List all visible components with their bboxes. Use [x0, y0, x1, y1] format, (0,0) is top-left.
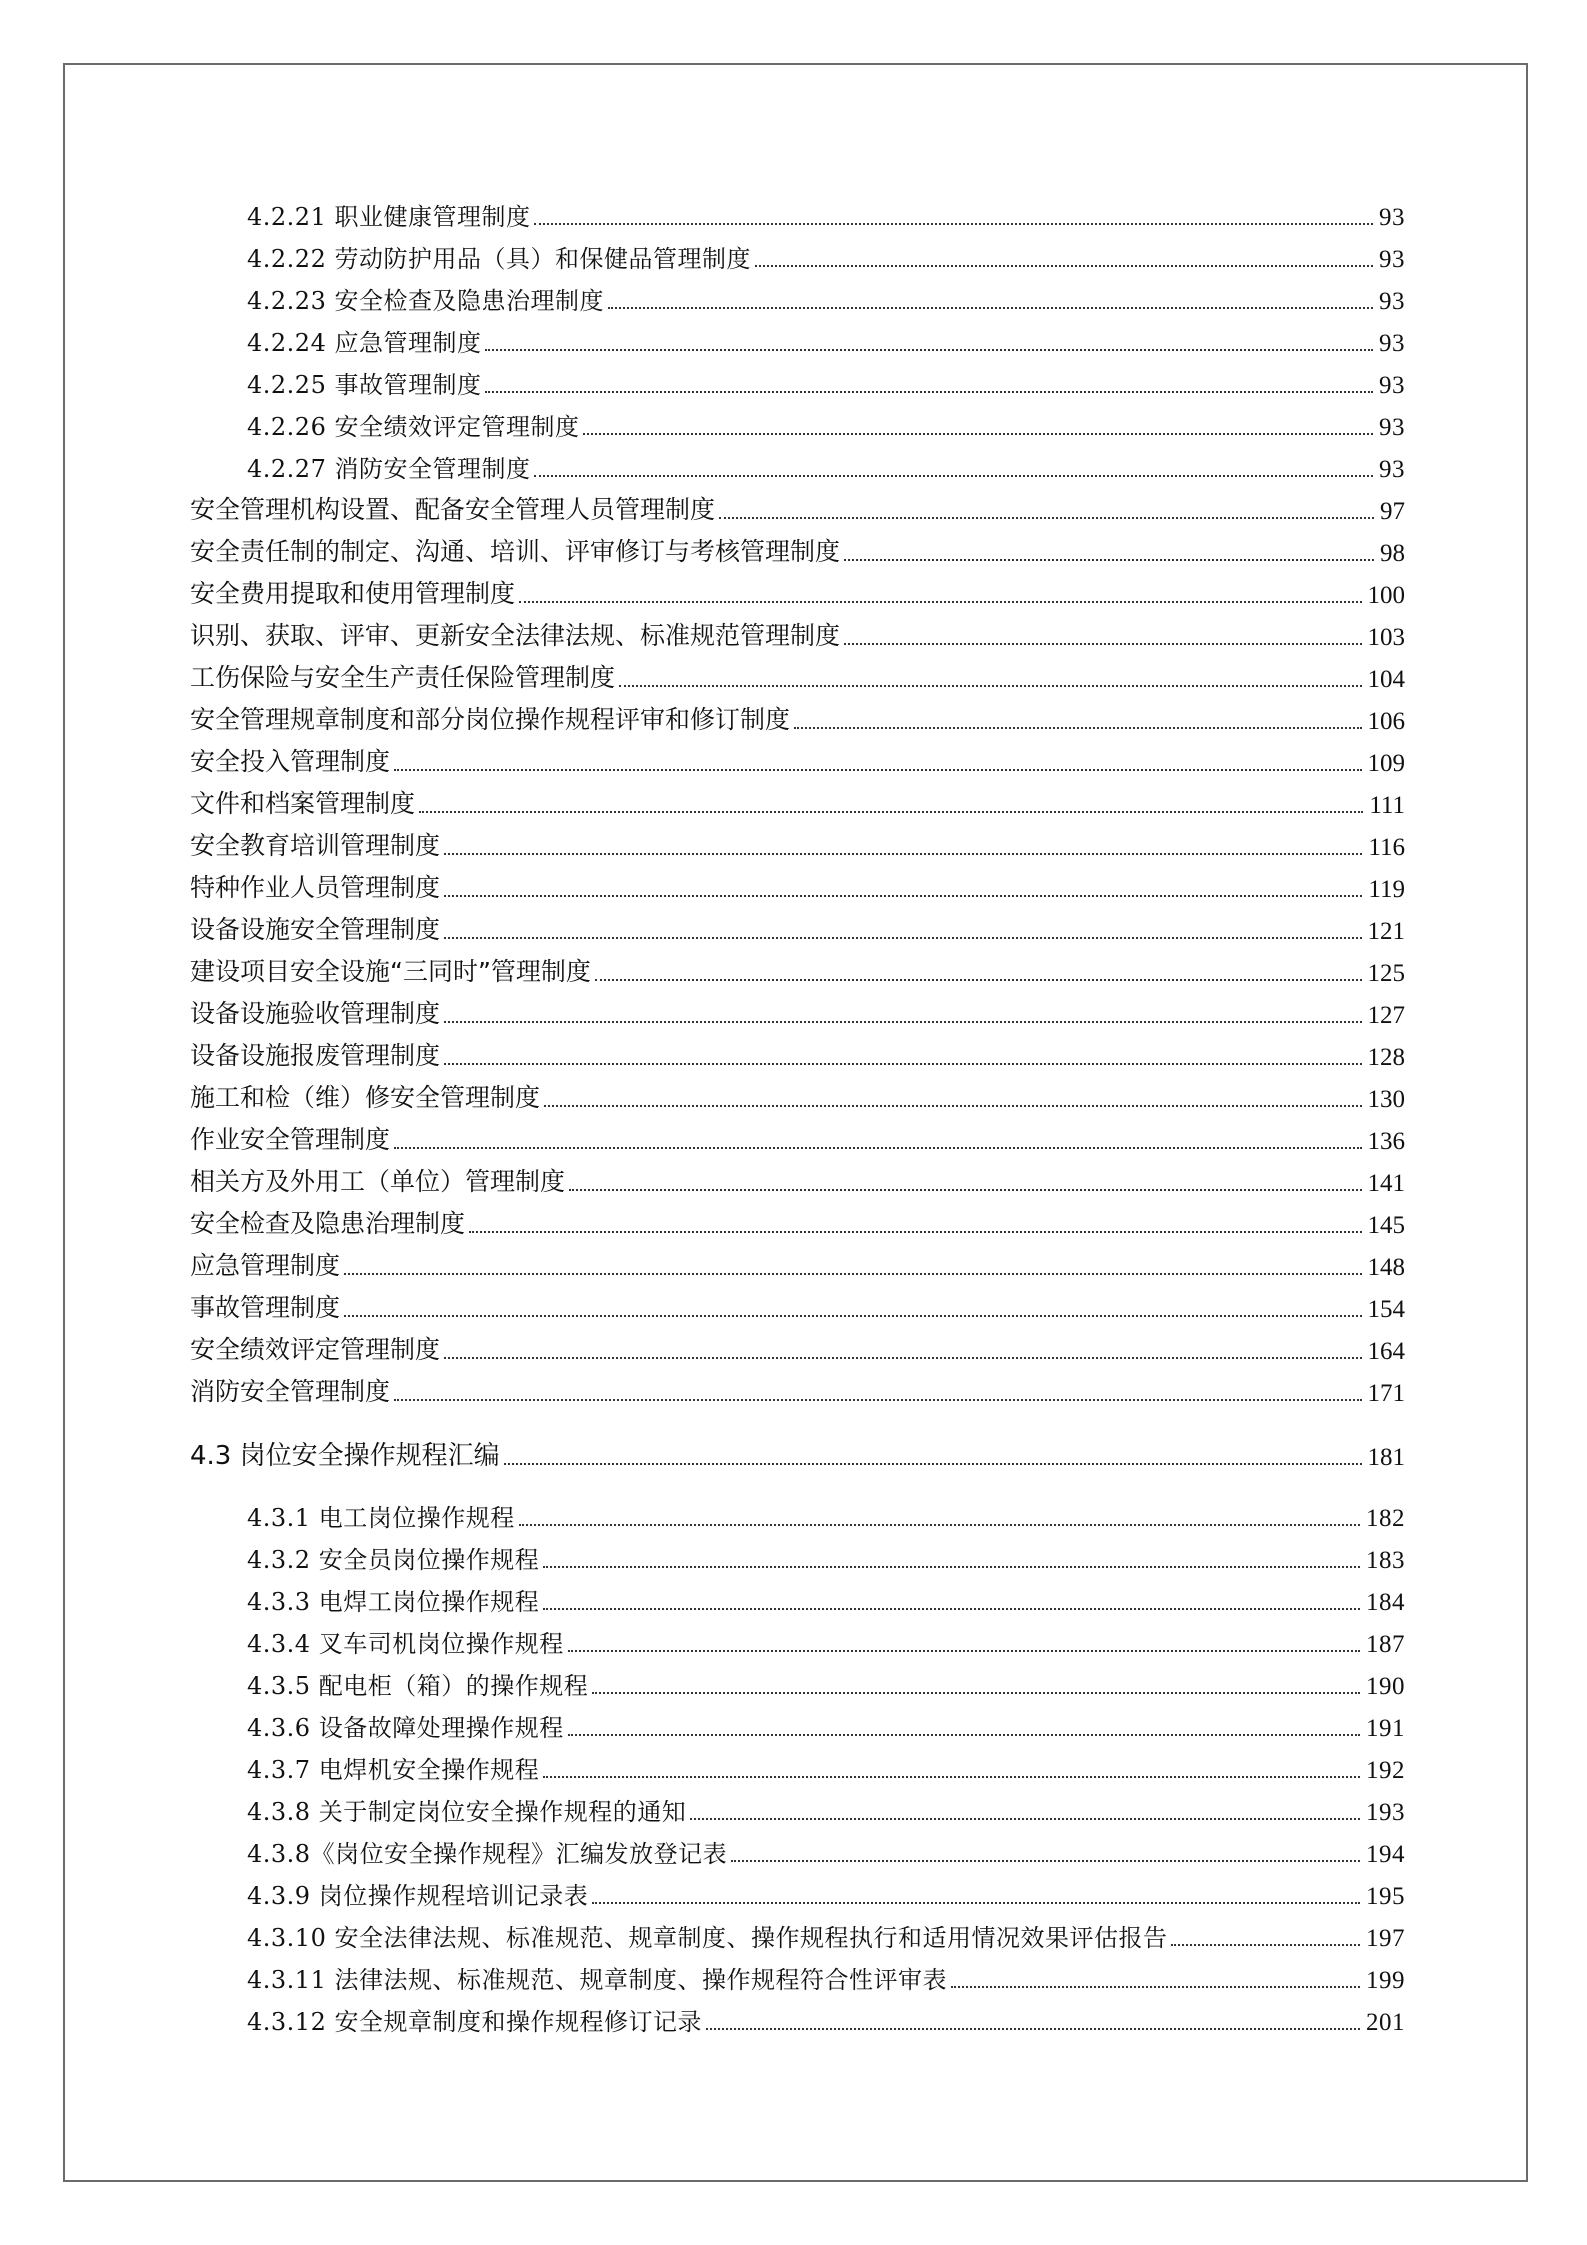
toc-entry[interactable] [247, 238, 1405, 274]
toc-entry[interactable] [190, 1372, 1405, 1408]
toc-entry-title: 设备设施报废管理制度 [190, 1041, 441, 1070]
toc-entry-title: 安全绩效评定管理制度 [190, 1335, 441, 1364]
dot-leader [592, 1691, 1360, 1694]
toc-entry-page: 201 [1366, 2009, 1405, 2036]
toc-entry[interactable] [190, 910, 1405, 946]
dot-leader [344, 1314, 1361, 1317]
toc-entry-title: 设备设施验收管理制度 [190, 999, 441, 1028]
toc-entry-page: 93 [1379, 330, 1405, 357]
toc-entry[interactable] [190, 1204, 1405, 1240]
toc-entry-title: 4.3.4 叉车司机岗位操作规程 [247, 1630, 564, 1658]
toc-entry[interactable] [247, 406, 1405, 442]
toc-entry[interactable] [247, 322, 1405, 358]
toc-entry-title: 安全教育培训管理制度 [190, 831, 441, 860]
dot-leader [595, 978, 1362, 981]
dot-leader [519, 1523, 1360, 1526]
dot-leader [794, 726, 1361, 729]
toc-entry[interactable] [190, 1162, 1405, 1198]
dot-leader [619, 684, 1361, 687]
toc-entry[interactable] [247, 1875, 1405, 1911]
toc-entry-page: 154 [1367, 1296, 1405, 1323]
toc-entry-title: 安全责任制的制定、沟通、培训、评审修订与考核管理制度 [190, 537, 841, 566]
toc-entry-title: 工伤保险与安全生产责任保险管理制度 [190, 663, 616, 692]
toc-entry[interactable] [190, 1036, 1405, 1072]
toc-entry-title: 4.2.26 安全绩效评定管理制度 [247, 413, 580, 441]
toc-entry-page: 141 [1367, 1170, 1405, 1197]
toc-entry[interactable] [190, 700, 1405, 736]
dot-leader [444, 894, 1362, 897]
toc-entry-title: 作业安全管理制度 [190, 1125, 391, 1154]
dot-leader [844, 642, 1361, 645]
dot-leader [444, 1020, 1361, 1023]
toc-entry-title: 安全费用提取和使用管理制度 [190, 579, 516, 608]
toc-entry-title: 安全管理机构设置、配备安全管理人员管理制度 [190, 495, 716, 524]
dot-leader [444, 1356, 1361, 1359]
toc-entry-page: 125 [1367, 960, 1405, 987]
toc-entry[interactable] [190, 826, 1405, 862]
toc-entry[interactable] [247, 1749, 1405, 1785]
dot-leader [534, 474, 1373, 477]
dot-leader [844, 558, 1374, 561]
toc-entry[interactable] [247, 1623, 1405, 1659]
toc-entry-page: 93 [1379, 246, 1405, 273]
dot-leader [394, 1146, 1361, 1149]
toc-entry-page: 104 [1367, 666, 1405, 693]
dot-leader [543, 1775, 1360, 1778]
dot-leader [755, 264, 1373, 267]
toc-entry-title: 4.2.23 安全检查及隐患治理制度 [247, 287, 604, 315]
toc-entry[interactable] [247, 1539, 1405, 1575]
toc-entry-page: 127 [1367, 1002, 1405, 1029]
toc-entry[interactable] [190, 1120, 1405, 1156]
toc-entry-title: 相关方及外用工（单位）管理制度 [190, 1167, 566, 1196]
toc-entry-page: 182 [1366, 1505, 1405, 1532]
toc-entry-page: 192 [1366, 1757, 1405, 1784]
toc-entry[interactable] [190, 1288, 1405, 1324]
toc-entry-page: 121 [1367, 918, 1405, 945]
toc-entry[interactable] [247, 196, 1405, 232]
toc-entry-page: 103 [1367, 624, 1405, 651]
toc-entry-title: 建设项目安全设施“三同时”管理制度 [190, 957, 591, 986]
toc-entry[interactable] [247, 1665, 1405, 1701]
dot-leader [706, 2027, 1360, 2030]
toc-entry[interactable] [190, 868, 1405, 904]
toc-entry[interactable] [247, 1497, 1405, 1533]
toc-entry-page: 93 [1379, 456, 1405, 483]
toc-entry-title: 4.2.22 劳动防护用品（具）和保健品管理制度 [247, 245, 751, 273]
toc-entry-title: 4.3.6 设备故障处理操作规程 [247, 1714, 564, 1742]
dot-leader [719, 516, 1374, 519]
toc-entry[interactable] [247, 1959, 1405, 1995]
toc-entry-page: 119 [1368, 876, 1405, 903]
toc-entry-title: 消防安全管理制度 [190, 1377, 391, 1406]
toc-entry[interactable] [247, 2001, 1405, 2037]
toc-entry-title: 4.3.12 安全规章制度和操作规程修订记录 [247, 2008, 702, 2036]
toc-entry-page: 184 [1366, 1589, 1405, 1616]
toc-entry-page: 183 [1366, 1547, 1405, 1574]
dot-leader [394, 1398, 1361, 1401]
toc-entry-page: 93 [1379, 288, 1405, 315]
toc-entry[interactable] [247, 364, 1405, 400]
toc-entry-page: 97 [1380, 498, 1405, 525]
dot-leader [1171, 1943, 1360, 1946]
dot-leader [568, 1649, 1360, 1652]
toc-entry-page: 195 [1366, 1883, 1405, 1910]
toc-entry-title: 4.3.10 安全法律法规、标准规范、规章制度、操作规程执行和适用情况效果评估报告 [247, 1924, 1168, 1952]
toc-entry-page: 164 [1367, 1338, 1405, 1365]
dot-leader [485, 348, 1373, 351]
toc-entry-page: 171 [1367, 1380, 1405, 1407]
toc-entry-page: 187 [1366, 1631, 1405, 1658]
dot-leader [608, 306, 1373, 309]
toc-entry-page: 93 [1379, 372, 1405, 399]
toc-entry[interactable] [190, 742, 1405, 778]
toc-entry[interactable] [190, 1078, 1405, 1114]
dot-leader [583, 432, 1373, 435]
dot-leader [534, 222, 1373, 225]
dot-leader [444, 936, 1361, 939]
toc-entry[interactable] [190, 490, 1405, 526]
toc-entry[interactable] [190, 532, 1405, 568]
dot-leader [419, 810, 1363, 813]
toc-entry-page: 181 [1367, 1444, 1405, 1471]
toc-entry-title: 4.3.8《岗位安全操作规程》汇编发放登记表 [247, 1840, 728, 1868]
toc-entry-page: 191 [1366, 1715, 1405, 1742]
dot-leader [444, 852, 1362, 855]
toc-entry-page: 106 [1367, 708, 1405, 735]
toc-entry[interactable] [190, 1246, 1405, 1282]
dot-leader [543, 1607, 1360, 1610]
toc-entry[interactable] [190, 574, 1405, 610]
toc-entry[interactable] [190, 952, 1405, 988]
toc-entry-page: 194 [1366, 1841, 1405, 1868]
toc-entry-page: 136 [1367, 1128, 1405, 1155]
toc-entry-title: 应急管理制度 [190, 1251, 341, 1280]
toc-entry-page: 93 [1379, 414, 1405, 441]
toc-entry-page: 190 [1366, 1673, 1405, 1700]
toc-entry-page: 93 [1379, 204, 1405, 231]
toc-entry-title: 4.2.25 事故管理制度 [247, 371, 482, 399]
toc-entry-title: 4.3.5 配电柜（箱）的操作规程 [247, 1672, 589, 1700]
toc-entry-title: 4.2.21 职业健康管理制度 [247, 203, 531, 231]
toc-section-heading[interactable] [190, 1436, 1405, 1472]
toc-entry[interactable] [190, 1330, 1405, 1366]
dot-leader [592, 1901, 1360, 1904]
toc-entry-title: 文件和档案管理制度 [190, 789, 416, 818]
toc-entry-page: 145 [1367, 1212, 1405, 1239]
toc-entry-title: 4.3.9 岗位操作规程培训记录表 [247, 1882, 589, 1910]
toc-entry-page: 98 [1380, 540, 1405, 567]
toc-entry[interactable] [190, 784, 1405, 820]
toc-entry-title: 设备设施安全管理制度 [190, 915, 441, 944]
toc-entry-title: 安全管理规章制度和部分岗位操作规程评审和修订制度 [190, 705, 791, 734]
toc-entry-page: 100 [1367, 582, 1405, 609]
dot-leader [504, 1462, 1362, 1465]
dot-leader [394, 768, 1361, 771]
dot-leader [519, 600, 1361, 603]
toc-entry[interactable] [247, 280, 1405, 316]
toc-entry[interactable] [247, 1833, 1405, 1869]
dot-leader [344, 1272, 1361, 1275]
toc-entry[interactable] [247, 1707, 1405, 1743]
dot-leader [569, 1188, 1361, 1191]
dot-leader [469, 1230, 1361, 1233]
dot-leader [690, 1817, 1360, 1820]
dot-leader [543, 1565, 1360, 1568]
toc-entry-page: 130 [1367, 1086, 1405, 1113]
toc-entry-page: 199 [1366, 1967, 1405, 1994]
toc-entry-title: 事故管理制度 [190, 1293, 341, 1322]
toc-entry[interactable] [247, 1581, 1405, 1617]
dot-leader [951, 1985, 1360, 1988]
dot-leader [444, 1062, 1361, 1065]
toc-entry-page: 109 [1367, 750, 1405, 777]
toc-entry-title: 4.3 岗位安全操作规程汇编 [190, 1441, 500, 1471]
toc-entry-page: 197 [1366, 1925, 1405, 1952]
toc-entry[interactable] [247, 448, 1405, 484]
toc-entry[interactable] [247, 1917, 1405, 1953]
toc-entry-page: 128 [1367, 1044, 1405, 1071]
toc-entry[interactable] [190, 994, 1405, 1030]
toc-entry-title: 安全投入管理制度 [190, 747, 391, 776]
toc-entry-title: 4.2.24 应急管理制度 [247, 329, 482, 357]
dot-leader [544, 1104, 1361, 1107]
dot-leader [568, 1733, 1360, 1736]
dot-leader [731, 1859, 1360, 1862]
toc-entry-title: 施工和检（维）修安全管理制度 [190, 1083, 541, 1112]
toc-entry-page: 116 [1368, 834, 1405, 861]
toc-entry-title: 4.2.27 消防安全管理制度 [247, 455, 531, 483]
dot-leader [485, 390, 1373, 393]
toc-entry-title: 4.3.2 安全员岗位操作规程 [247, 1546, 540, 1574]
toc-entry-title: 4.3.1 电工岗位操作规程 [247, 1504, 515, 1532]
toc-entry-title: 特种作业人员管理制度 [190, 873, 441, 902]
toc-entry[interactable] [247, 1791, 1405, 1827]
toc-entry-page: 111 [1369, 792, 1405, 819]
toc-entry-title: 4.3.8 关于制定岗位安全操作规程的通知 [247, 1798, 687, 1826]
toc-entry-title: 4.3.11 法律法规、标准规范、规章制度、操作规程符合性评审表 [247, 1966, 947, 1994]
toc-entry-title: 4.3.7 电焊机安全操作规程 [247, 1756, 540, 1784]
toc-entry-page: 193 [1366, 1799, 1405, 1826]
toc-entry[interactable] [190, 616, 1405, 652]
toc-entry[interactable] [190, 658, 1405, 694]
toc-entry-title: 安全检查及隐患治理制度 [190, 1209, 466, 1238]
toc-entry-title: 4.3.3 电焊工岗位操作规程 [247, 1588, 540, 1616]
toc-entry-title: 识别、获取、评审、更新安全法律法规、标准规范管理制度 [190, 621, 841, 650]
toc-entry-page: 148 [1367, 1254, 1405, 1281]
